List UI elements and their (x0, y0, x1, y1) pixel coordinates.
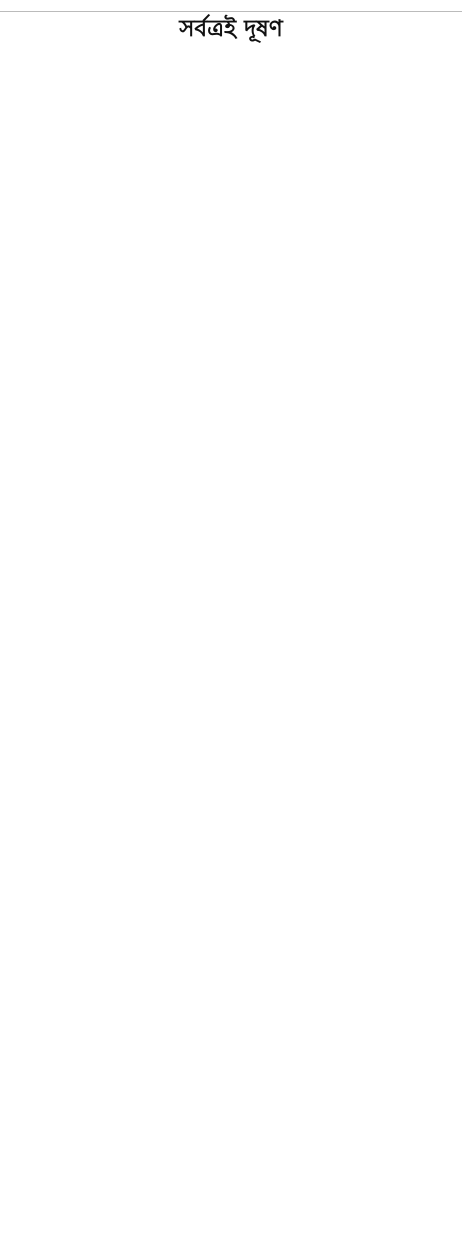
headline: সর্বত্রই দূষণ (179, 15, 283, 42)
top-strip (0, 2, 462, 12)
